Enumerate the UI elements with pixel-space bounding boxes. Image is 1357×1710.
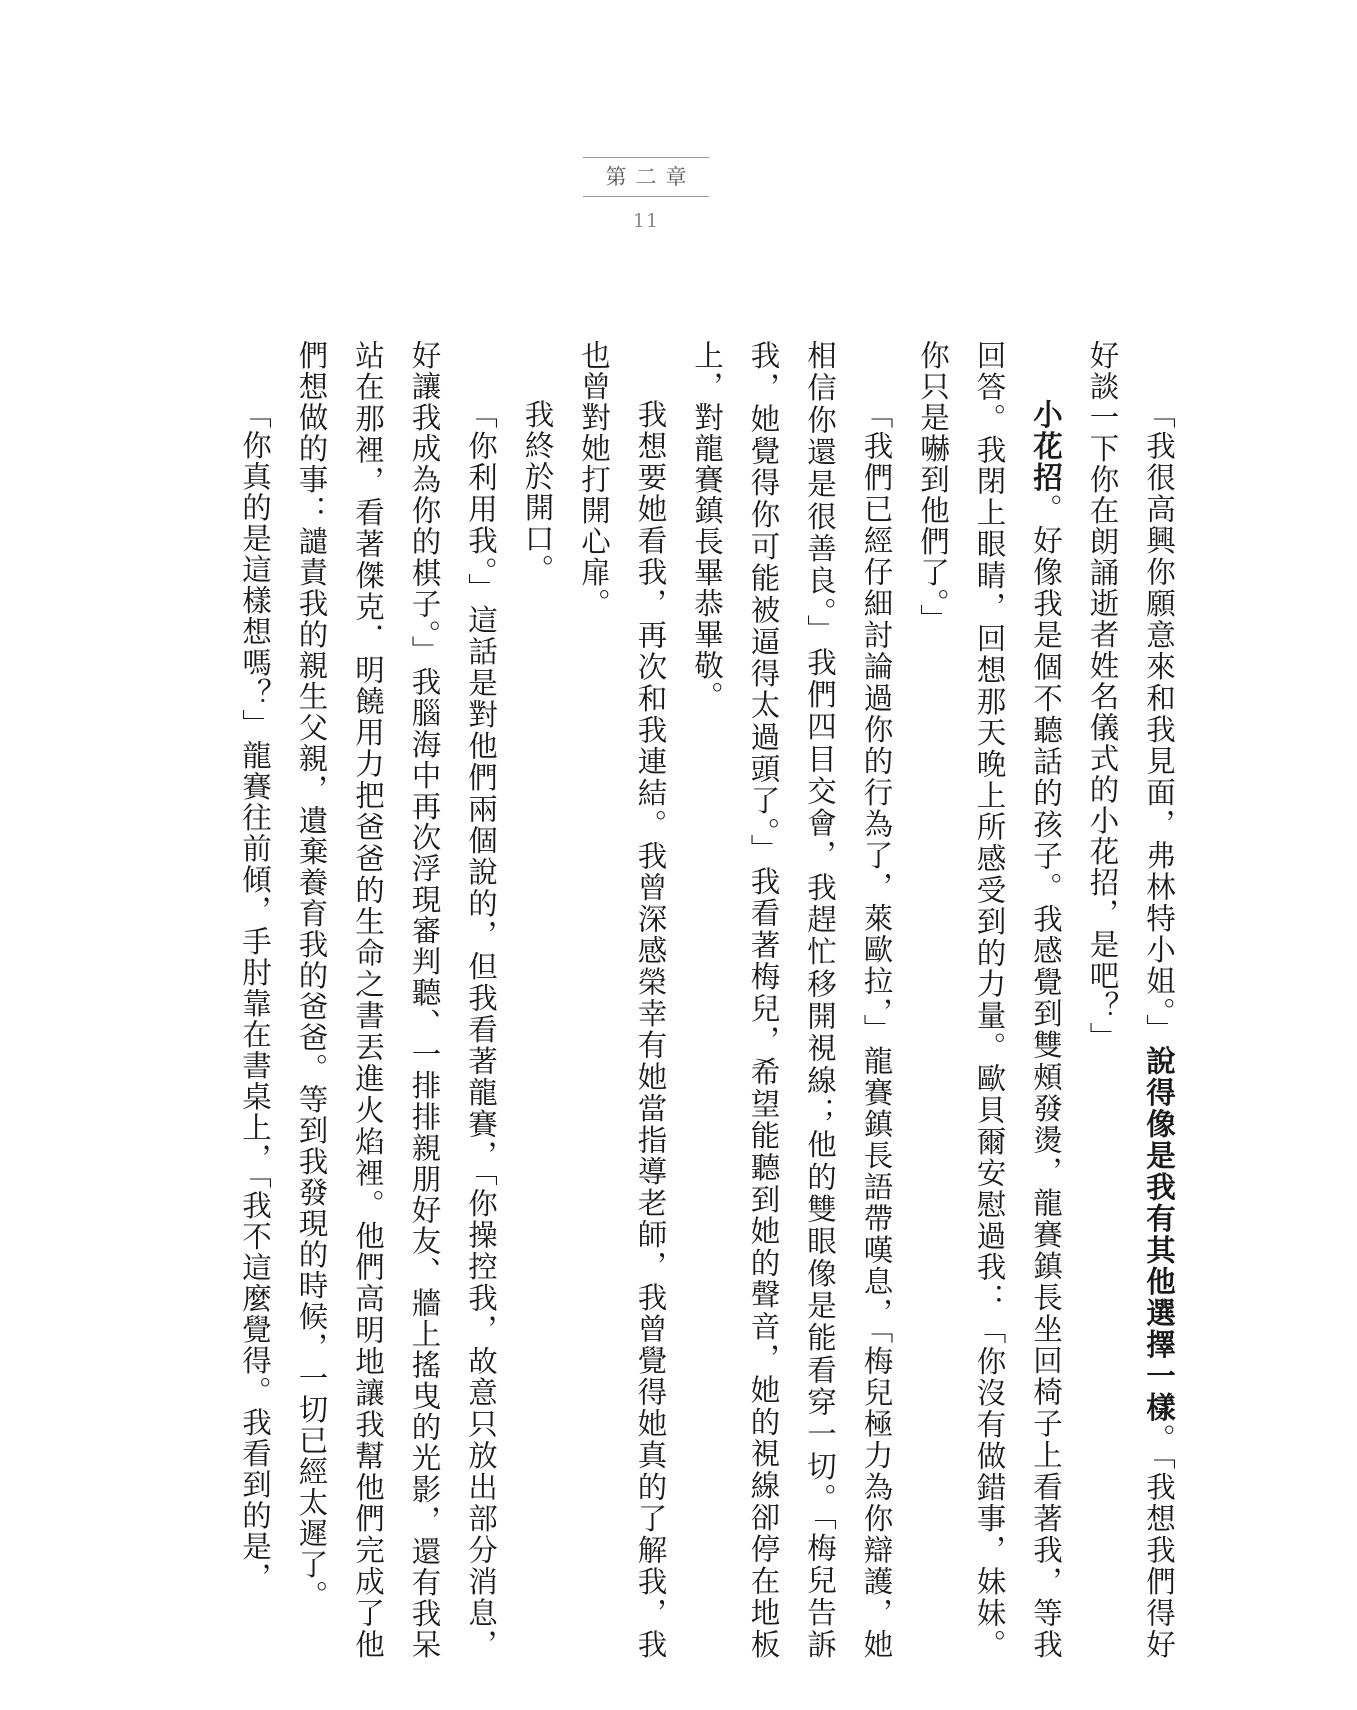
paragraph xyxy=(679,340,905,1660)
text-span: 。好像我是個不聽話的孩子。我感覺到雙頰發燙，龍賽鎮長坐回椅子上看著我，等我回答。我閉上眼睛，回想那天晚上所感受到的力量。歐貝爾安慰過我：「你沒有做錯事，妹妹。你只是嚇到他們了。」 xyxy=(916,340,1063,1660)
text-span: 「我很高興你願意來和我見面，弗林特小姐。」 xyxy=(1142,399,1176,1046)
page-number: 11 xyxy=(632,210,660,233)
paragraph xyxy=(1074,340,1187,1660)
body-text xyxy=(157,340,1187,1660)
emphasis-span: 說得像是我有其他選擇一樣 xyxy=(1142,1045,1177,1424)
text-span: 我想要她看我，再次和我連結。我曾深感榮幸有她當指導老師，我曾覺得她真的了解我，我也曾對她打開心扉。 xyxy=(577,340,668,1660)
paragraph xyxy=(509,340,566,1660)
text-span: 「你真的是這樣想嗎？」龍賽往前傾，手肘靠在書桌上，「我不這麼覺得。我看到的是， xyxy=(238,399,272,1594)
text-span: 「我們已經仔細討論過你的行為了，萊歐拉，」龍賽鎮長語帶嘆息，「梅兒極力為你辯護，她相信你還是很善良。」我們四目交會，我趕忙移開視線；他的雙眼像是能看穿一切。「梅兒告訴我，她覺得你可能被逼得太過頭了。」我看著梅兒，希望能聽到她的聲音，她的視線卻停在地板上，對龍賽鎮長畢恭畢敬。 xyxy=(690,340,894,1660)
text-span: 。「我想我們得好好談一下你在朗誦逝者姓名儀式的小花招，是吧？」 xyxy=(1085,340,1176,1660)
text-span: 「你利用我。」這話是對他們兩個說的，但我看著龍賽，「你操控我，故意只放出部分消息，好讓我成為你的棋子。」我腦海中再次浮現審判聽、一排排親朋好友、牆上搖曳的光影，還有我呆站在那裡，看著傑克．明饒用力把爸爸的生命之書丟進火焰裡。他們高明地讓我幫他們完成了他們想做的事：譴責我的親生父親，遺棄養育我的爸爸。等到我發現的時候，一切已經太遲了。 xyxy=(294,340,498,1660)
header-bottom-rule xyxy=(583,196,709,197)
paragraph xyxy=(566,340,679,1660)
running-header xyxy=(583,157,709,232)
chapter-title: 第二章 xyxy=(605,165,696,189)
text-span: 我終於開口。 xyxy=(520,399,555,585)
emphasis-span: 小花招 xyxy=(1029,399,1064,494)
paragraph xyxy=(283,340,509,1660)
paragraph xyxy=(905,340,1075,1660)
paragraph xyxy=(227,340,284,1660)
